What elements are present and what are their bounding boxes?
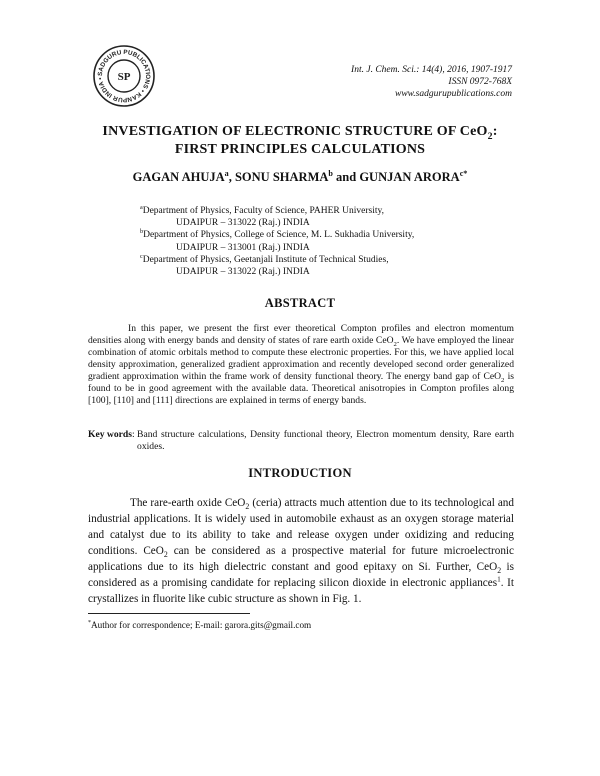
abstract-sub-2: 2: [501, 376, 505, 384]
footnote: [88, 620, 311, 630]
keywords: [88, 429, 514, 453]
title-line-2: FIRST PRINCIPLES CALCULATIONS: [174, 142, 426, 157]
author-sep-2: and: [332, 170, 360, 184]
intro-sub-1: 2: [245, 502, 250, 512]
introduction-heading: INTRODUCTION: [248, 466, 352, 480]
affiliations: [140, 205, 480, 278]
abstract-sub-1: 2: [393, 340, 397, 348]
logo-ring-textpath: SADGURU PUBLICATIONS • KANPUR INDIA •: [96, 48, 152, 104]
footnote-divider: [88, 613, 250, 614]
abstract-part-1: In this paper, we present the first ever theoretical Compton profiles and electron momentum densities along with energy bands and density of states of rare earth oxide CeO: [88, 323, 514, 346]
author-2: SONU SHARMA: [234, 170, 329, 184]
abstract-part-2: . We have employed the linear combination of atomic orbitals method to compute these electronic properties. For this, we have applied local density approximation, generalized gradient approximation and recently developed second order generalized gradient approximation within the frame work of density functional theory. The energy band gap of CeO: [88, 335, 514, 382]
affiliation-c-dept: Department of Physics, Geetanjali Institute of Technical Studies,: [142, 254, 389, 265]
abstract-text: [88, 323, 514, 407]
intro-part-5: . It crystallizes in fluorite like cubic structure as shown in Fig. 1.: [88, 577, 514, 605]
keywords-text: Band structure calculations, Density functional theory, Electron momentum density, Rare earth oxides.: [137, 429, 514, 452]
title-subscript: 2: [487, 130, 493, 142]
keywords-row: [88, 429, 514, 453]
affiliation-c: [140, 254, 480, 278]
affiliation-b-marker: b: [140, 229, 144, 236]
keywords-label: Key words: [88, 429, 132, 440]
logo-monogram: SP: [117, 71, 131, 83]
title-line-1: [60, 123, 540, 141]
author-3-affil: c*: [459, 168, 468, 178]
intro-sub-2: 2: [163, 550, 168, 560]
abstract-part-3: is found to be in good agreement with the available data. Theoretical anisotropies in Compton profiles along [100], [110] and [111] directions are explained in terms of energy bands.: [88, 371, 514, 406]
abstract-heading: ABSTRACT: [264, 296, 336, 310]
affiliation-b-dept: Department of Physics, College of Science, M. L. Sukhadia University,: [143, 230, 415, 241]
title-colon: :: [492, 124, 498, 139]
keywords-colon: :: [131, 429, 138, 440]
intro-part-1: The rare-earth oxide CeO: [130, 497, 246, 509]
affiliation-b: [140, 229, 480, 253]
introduction-text: [88, 495, 514, 607]
affiliation-a-marker: a: [140, 204, 143, 211]
journal-citation: Int. J. Chem. Sci.: 14(4), 2016, 1907-1917: [351, 65, 512, 75]
author-1-affil: a: [224, 168, 229, 178]
affiliation-c-city: UDAIPUR – 313022 (Raj.) INDIA: [176, 267, 310, 278]
reference-marker[interactable]: 1: [497, 575, 501, 584]
journal-issn: ISSN 0972-768X: [448, 77, 512, 87]
author-2-affil: b: [328, 168, 333, 178]
journal-info: [351, 64, 512, 100]
author-1: GAGAN AHUJA: [132, 170, 225, 184]
affiliation-b-city: UDAIPUR – 313001 (Raj.) INDIA: [176, 242, 310, 253]
intro-sub-3: 2: [497, 566, 502, 576]
intro-part-2: (ceria) attracts much attention due to its technological and industrial applications. It is widely used in automobile exhaust as an oxygen storage material and catalyst due to its ability to take and release oxygen under oxidizing and reducing conditions. CeO: [88, 497, 514, 557]
author-sep-1: ,: [228, 170, 235, 184]
affiliation-c-marker: c: [140, 253, 143, 260]
intro-part-3: can be considered as a prospective material for future microelectronic applications due to its high dielectric constant and good epitaxy on Si. Further, CeO: [88, 545, 514, 573]
journal-website[interactable]: www.sadgurupublications.com: [395, 89, 512, 99]
footnote-marker: *: [88, 619, 91, 626]
footnote-text: Author for correspondence; E-mail: garora.gits@gmail.com: [90, 620, 312, 630]
publisher-logo: [92, 44, 156, 108]
intro-part-4: is considered as a promising candidate for replacing silicon dioxide in electronic appliances: [88, 561, 514, 589]
affiliation-a: [140, 205, 480, 229]
author-list: [60, 170, 540, 185]
affiliation-a-dept: Department of Physics, Faculty of Science, PAHER University,: [142, 206, 384, 216]
author-3: GUNJAN ARORA: [359, 170, 460, 184]
affiliation-a-city: UDAIPUR – 313022 (Raj.) INDIA: [176, 218, 310, 229]
title-line-1-text: INVESTIGATION OF ELECTRONIC STRUCTURE OF CeO: [102, 124, 488, 139]
paper-title: [60, 123, 540, 159]
